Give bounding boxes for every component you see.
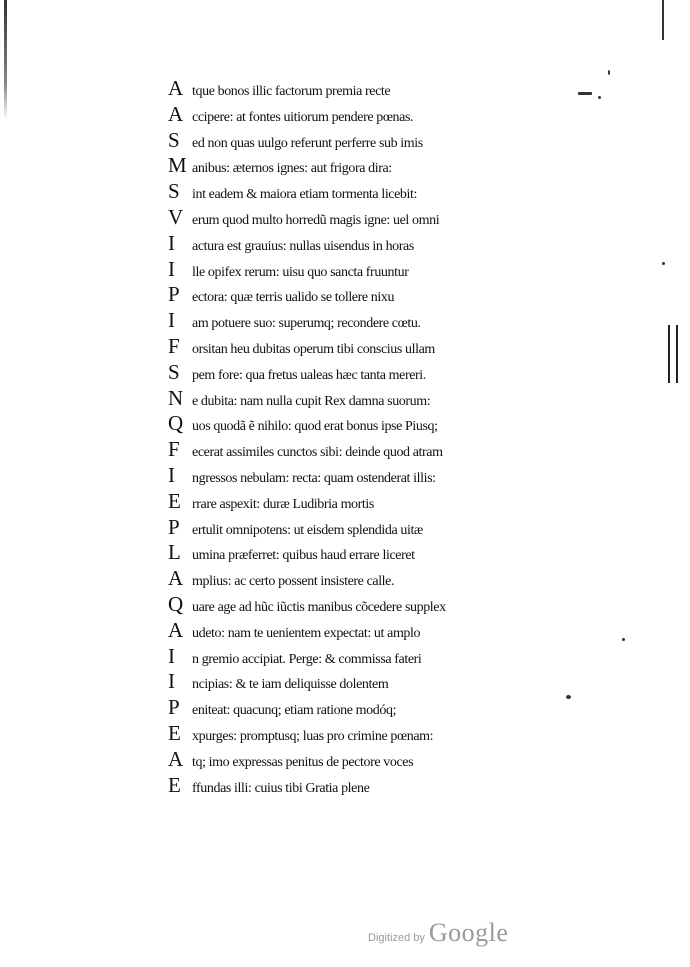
verse-text: ertulit omnipotens: ut eisdem splendida uitæ [192,522,423,538]
verse-text: eniteat: quacunq; etiam ratione modóq; [192,703,397,719]
verse-initial: E [168,720,181,745]
verse-initial: F [168,333,180,358]
verse-initial: M [168,153,187,178]
verse-initial: I [168,308,175,333]
verse-line [168,231,648,257]
verse-text: rrare aspexit: duræ Ludibria mortis [192,496,374,512]
verse-initial: S [168,359,180,384]
verse-text: uare age ad hũc iũctis manibus cõcedere supplex [192,599,446,615]
verse-initial: A [168,746,184,771]
verse-initial: L [168,540,181,565]
verse-text: tq; imo expressas penitus de pectore voces [192,754,414,770]
verse-initial: F [168,437,180,462]
verse-line [168,566,648,592]
verse-text: xpurges: promptusq; luas pro crimine pœnam: [192,728,434,744]
digitized-by-label: Digitized by [368,932,425,944]
verse-initial: A [168,101,184,126]
verse-initial: S [168,127,180,152]
verse-text: am potuere suo: superumq; recondere cœtu. [192,316,421,332]
verse-line [168,308,648,334]
verse-text: int eadem & maiora etiam tormenta licebit: [192,187,418,203]
verse-line [168,360,648,386]
verse-line [168,721,648,747]
verse-line [168,437,648,463]
verse-text: ectora: quæ terris ualido se tollere nixu [192,290,395,306]
verse-initial: A [168,76,184,100]
verse-line [168,76,648,102]
page-edge-shadow-left [4,0,7,120]
verse-initial: P [168,514,180,539]
ink-speck [608,70,610,75]
verse-text: orsitan heu dubitas operum tibi conscius ullam [192,341,435,357]
verse-line [168,102,648,128]
verse-initial: I [168,669,175,694]
margin-bracket-mark [668,325,678,383]
verse-initial: P [168,282,180,307]
verse-text: ccipere: at fontes uitiorum pendere pœnas. [192,109,414,125]
verse-line [168,669,648,695]
verse-initial: Q [168,411,184,436]
verse-line [168,257,648,283]
verse-initial: E [168,772,181,797]
verse-text: erum quod multo horredũ magis igne: uel omni [192,212,440,228]
verse-line [168,592,648,618]
verse-text: ngressos nebulam: recta: quam ostenderat illis: [192,470,436,486]
verse-initial: E [168,488,181,513]
verse-line [168,179,648,205]
verse-text: uos quodã ẽ nihilo: quod erat bonus ipse Piusq; [192,419,438,435]
verse-text: udeto: nam te uenientem expectat: ut amplo [192,625,421,641]
verse-line [168,540,648,566]
verse-line [168,282,648,308]
verse-initial: A [168,617,184,642]
verse-text: tque bonos illic factorum premia recte [192,84,391,99]
verse-line [168,747,648,773]
ink-speck [662,262,665,265]
verse-line [168,334,648,360]
verse-line [168,695,648,721]
verse-line [168,463,648,489]
verse-line [168,489,648,515]
page-edge-line-right [662,0,664,40]
verse-initial: A [168,566,184,591]
verse-text: lle opifex rerum: uisu quo sancta fruuntur [192,264,409,280]
digitized-by-google-watermark [368,918,508,948]
verse-text: mplius: ac certo possent insistere calle. [192,574,395,590]
verse-line [168,515,648,541]
verse-text: anibus: æternos ignes: aut frigora dira: [192,161,392,177]
verse-text: pem fore: qua fretus ualeas hæc tanta mereri. [192,367,426,383]
verse-initial: S [168,179,180,204]
verse-line [168,205,648,231]
verse-text: ncipias: & te iam deliquisse dolentem [192,677,389,693]
verse-text: ecerat assimiles cunctos sibi: deinde quod atram [192,445,443,461]
verse-initial: V [168,204,184,229]
verse-initial: I [168,256,175,281]
verse-text: umina præferret: quibus haud errare liceret [192,548,415,564]
verse-line [168,644,648,670]
verse-text: ffundas illi: cuius tibi Gratia plene [192,780,370,796]
verse-initial: P [168,695,180,720]
verse-initial: I [168,462,175,487]
verse-text: actura est grauius: nullas uisendus in horas [192,238,414,254]
verse-line [168,386,648,412]
verse-line [168,773,648,799]
verse-line [168,128,648,154]
verse-initial: I [168,230,175,255]
verse-initial: I [168,643,175,668]
verse-line [168,153,648,179]
verse-line [168,618,648,644]
verse-initial: N [168,385,184,410]
verse-initial: Q [168,591,184,616]
verse-text: n gremio accipiat. Perge: & commissa fateri [192,651,422,667]
verse-text: ed non quas uulgo referunt perferre sub imis [192,135,423,151]
verse-text: e dubita: nam nulla cupit Rex damna suorum: [192,393,431,409]
verse-line [168,411,648,437]
verse-block [168,76,648,798]
google-wordmark: Google [428,918,509,947]
